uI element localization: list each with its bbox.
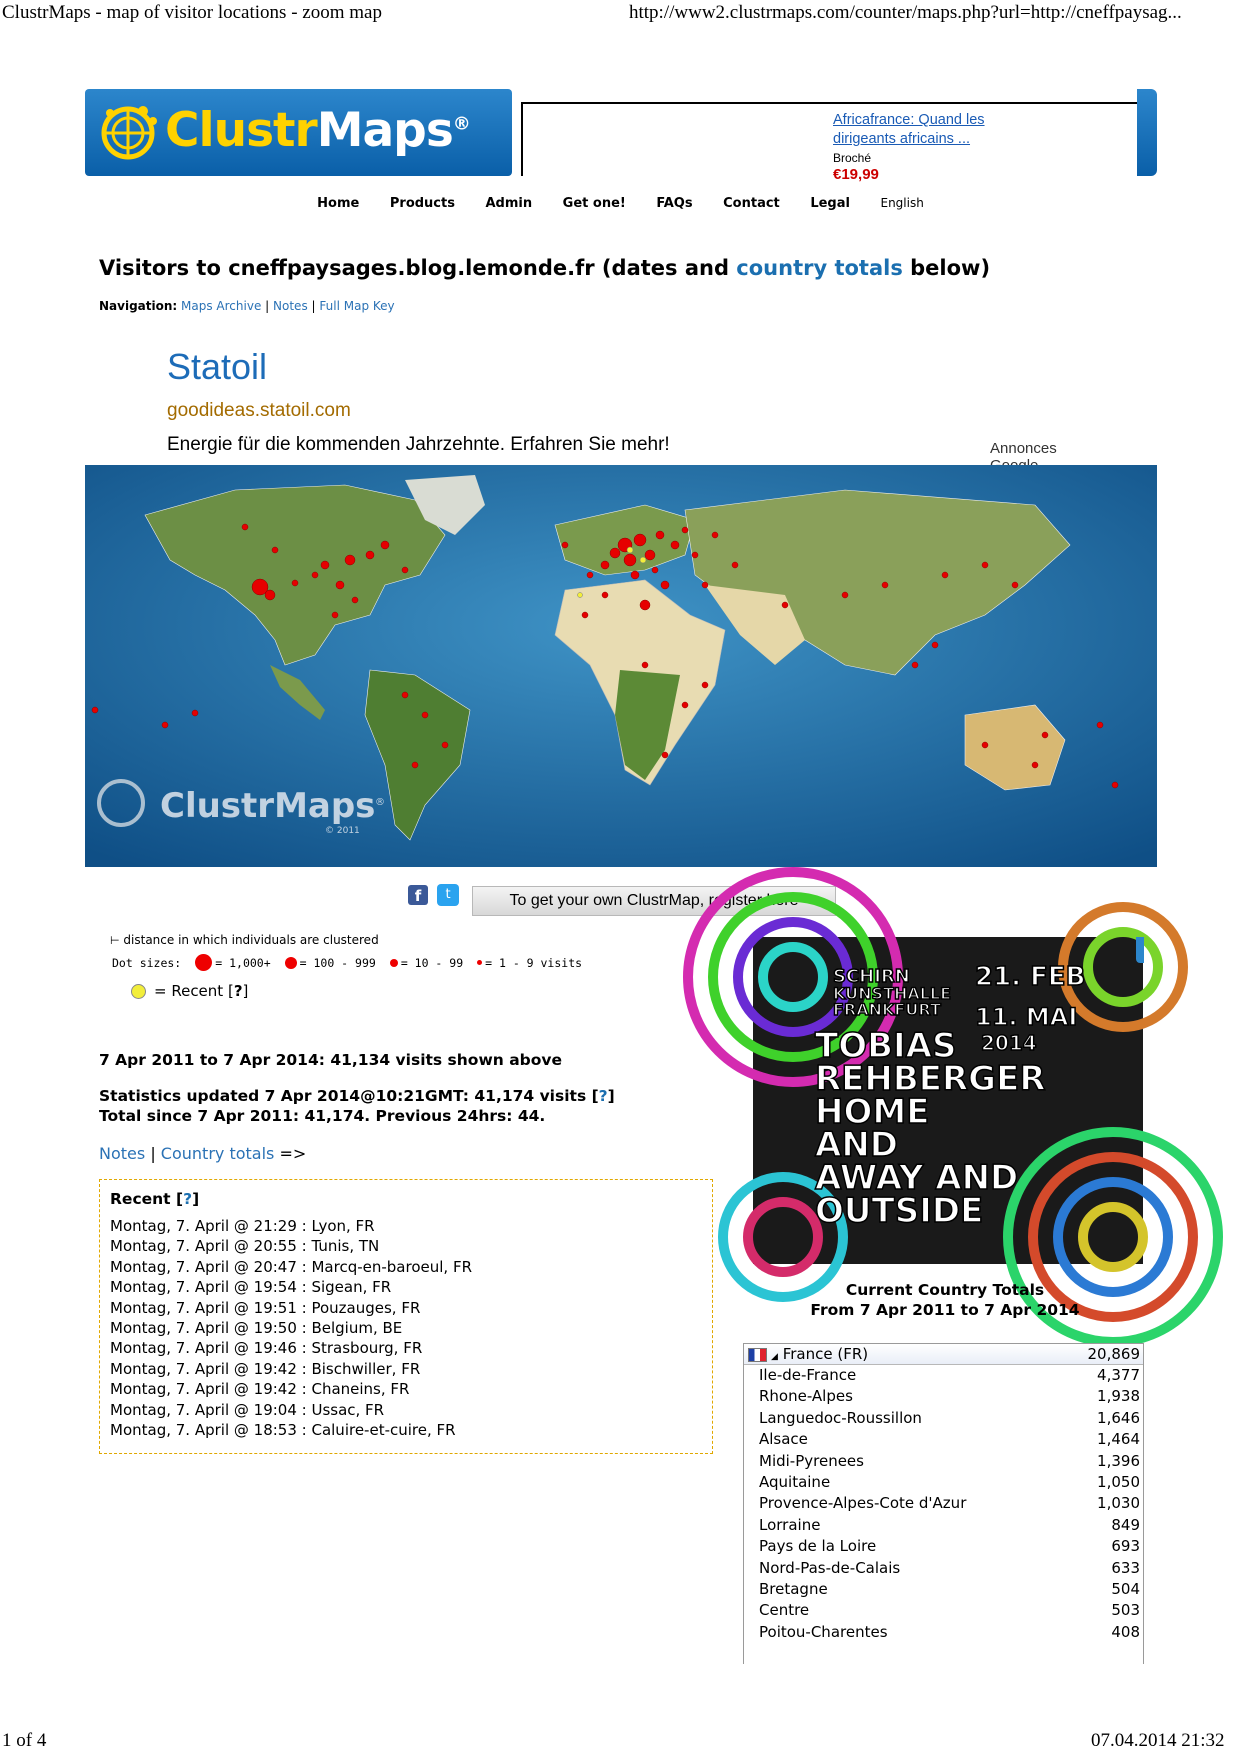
- list-item: Montag, 7. April @ 19:54 : Sigean, FR: [110, 1278, 392, 1297]
- stats-updated: Statistics updated 7 Apr 2014@10:21GMT: 41,174 visits [?]: [99, 1087, 615, 1105]
- list-item: Montag, 7. April @ 19:50 : Belgium, BE: [110, 1319, 403, 1338]
- stats-help-link[interactable]: ?: [598, 1087, 608, 1105]
- print-page-number: 1 of 4: [2, 1730, 47, 1751]
- world-map-svg: [85, 465, 1157, 867]
- top-ad-link[interactable]: Africafrance: Quand les: [833, 112, 985, 128]
- nav-get-one[interactable]: Get one!: [562, 196, 626, 211]
- country-row-france[interactable]: [744, 1344, 1143, 1365]
- cluster-distance-icon: ⊢: [110, 934, 120, 947]
- visits-range-summary: 7 Apr 2011 to 7 Apr 2014: 41,134 visits shown above: [99, 1051, 563, 1069]
- top-ad-edge: [1137, 89, 1157, 176]
- table-row: Pays de la Loire 693: [759, 1537, 1140, 1556]
- svg-text:®: ®: [375, 797, 385, 808]
- legend-cluster-distance: ⊢ distance in which individuals are clustered: [110, 933, 379, 947]
- twitter-icon[interactable]: t: [437, 884, 459, 906]
- table-row: Alsace 1,464: [759, 1430, 1140, 1449]
- legend-dot-sizes: Dot sizes: = 1,000+ = 100 - 999 = 10 - 99 = 1 - 9 visits: [112, 955, 583, 970]
- statoil-ad-url[interactable]: goodideas.statoil.com: [167, 400, 351, 421]
- dot-small-icon: [390, 959, 398, 967]
- dot-medium-icon: [285, 957, 297, 969]
- maps-archive-link[interactable]: Maps Archive: [181, 299, 262, 313]
- list-item: Montag, 7. April @ 20:55 : Tunis, TN: [110, 1237, 380, 1256]
- list-item: Montag, 7. April @ 19:04 : Ussac, FR: [110, 1400, 385, 1419]
- clustrmaps-logo-banner[interactable]: [85, 89, 512, 176]
- print-datetime: 07.04.2014 21:32: [1091, 1730, 1225, 1751]
- table-row: Centre 503: [759, 1601, 1140, 1620]
- france-flag-icon: [748, 1348, 767, 1362]
- table-row: Languedoc-Roussillon 1,646: [759, 1408, 1140, 1427]
- language-selector[interactable]: English: [880, 196, 924, 210]
- visitor-world-map[interactable]: [85, 465, 1157, 867]
- dot-tiny-icon: [477, 960, 482, 965]
- main-nav: [0, 196, 1241, 211]
- top-ad-price: €19,99: [833, 166, 879, 183]
- ad-line-1: TOBIAS: [815, 1026, 957, 1066]
- nav-home[interactable]: Home: [317, 196, 360, 211]
- ad-choices-icon[interactable]: [1136, 937, 1144, 963]
- legend-recent: = Recent [ ? ]: [131, 982, 248, 1000]
- ad-year: 2014: [981, 1031, 1037, 1055]
- register-button[interactable]: To get your own ClustrMap, register here: [472, 886, 836, 916]
- notes-link[interactable]: Notes: [99, 1144, 146, 1163]
- nav-legal[interactable]: Legal: [810, 196, 850, 211]
- table-row: Rhone-Alpes 1,938: [759, 1387, 1140, 1406]
- list-item: Montag, 7. April @ 21:29 : Lyon, FR: [110, 1217, 375, 1235]
- print-title: ClustrMaps - map of visitor locations - zoom map: [2, 2, 382, 23]
- print-url: http://www2.clustrmaps.com/counter/maps.php?url=http://cneffpaysag...: [629, 2, 1182, 23]
- list-item: Montag, 7. April @ 20:47 : Marcq-en-baroeul, FR: [110, 1257, 472, 1276]
- svg-text:© 2011: © 2011: [325, 826, 360, 836]
- breadcrumb: Navigation: Maps Archive | Notes | Full Map Key: [99, 299, 395, 313]
- top-ad-box[interactable]: [521, 102, 1139, 183]
- dot-large-icon: [195, 954, 212, 971]
- table-row: Nord-Pas-de-Calais 633: [759, 1558, 1140, 1577]
- list-item: Montag, 7. April @ 19:42 : Bischwiller, FR: [110, 1359, 421, 1378]
- ad-date-start: 21. FEB: [975, 962, 1086, 992]
- list-item: Montag, 7. April @ 19:42 : Chaneins, FR: [110, 1380, 410, 1399]
- country-totals-heading-link[interactable]: country totals: [736, 256, 903, 280]
- country-total: 20,869: [1087, 1345, 1140, 1363]
- ad-line-5: AWAY AND: [815, 1158, 1019, 1198]
- table-row: Aquitaine 1,050: [759, 1473, 1140, 1492]
- ad-venue-3: FRANKFURT: [833, 1000, 941, 1019]
- country-name: France (FR): [782, 1345, 869, 1363]
- exhibition-ad-artwork: [753, 937, 1143, 1264]
- statoil-ad-text: Energie für die kommenden Jahrzehnte. Erfahren Sie mehr!: [167, 434, 670, 455]
- list-item: Montag, 7. April @ 19:51 : Pouzauges, FR: [110, 1298, 421, 1317]
- logo-wordmark: ClustrMaps®: [165, 103, 470, 158]
- table-row: Bretagne 504: [759, 1580, 1140, 1599]
- recent-help-link[interactable]: ?: [233, 982, 243, 1000]
- facebook-icon[interactable]: f: [408, 885, 428, 905]
- table-row: Poitou-Charentes 408: [759, 1622, 1140, 1641]
- stats-total: Total since 7 Apr 2011: 41,174. Previous 24hrs: 44.: [99, 1107, 546, 1125]
- expand-triangle-icon[interactable]: ◢: [771, 1352, 778, 1362]
- table-row: Lorraine 849: [759, 1515, 1140, 1534]
- recent-title: Recent [?]: [110, 1190, 200, 1208]
- globe-logo-icon: [98, 99, 162, 163]
- country-totals-table: [743, 1343, 1144, 1664]
- ad-line-4: AND: [815, 1125, 898, 1165]
- recent-box-help-link[interactable]: ?: [183, 1190, 193, 1208]
- table-row: Ile-de-France 4,377: [759, 1366, 1140, 1384]
- ad-line-2: REHBERGER: [815, 1059, 1046, 1099]
- list-item: Montag, 7. April @ 18:53 : Caluire-et-cuire, FR: [110, 1421, 456, 1440]
- table-row: Midi-Pyrenees 1,396: [759, 1451, 1140, 1470]
- ad-date-end: 11. MAI: [975, 1003, 1078, 1031]
- full-map-key-link[interactable]: Full Map Key: [319, 299, 395, 313]
- recent-dot-icon: [131, 984, 146, 999]
- ad-venue-2: KUNSTHALLE: [833, 984, 952, 1003]
- nav-contact[interactable]: Contact: [723, 196, 780, 211]
- table-row: Provence-Alpes-Cote d'Azur 1,030: [759, 1494, 1140, 1513]
- exhibition-ad-banner[interactable]: [753, 937, 1143, 1264]
- recent-visitors-panel: [99, 1179, 713, 1454]
- ad-line-3: HOME: [815, 1092, 930, 1132]
- ad-venue-1: SCHIRN: [833, 966, 910, 987]
- list-item: Montag, 7. April @ 19:46 : Strasbourg, FR: [110, 1339, 423, 1358]
- statoil-ad-title[interactable]: Statoil: [167, 346, 268, 387]
- nav-admin[interactable]: Admin: [485, 196, 533, 211]
- notes-links: Notes | Country totals =>: [99, 1144, 307, 1163]
- notes-nav-link[interactable]: Notes: [273, 299, 308, 313]
- country-totals-link[interactable]: Country totals: [160, 1144, 275, 1163]
- nav-faqs[interactable]: FAQs: [656, 196, 693, 211]
- top-ad-format: Broché: [833, 151, 872, 165]
- top-ad-link-continued[interactable]: dirigeants africains ...: [833, 131, 971, 147]
- page-title: Visitors to cneffpaysages.blog.lemonde.fr (dates and country totals below): [99, 256, 991, 280]
- ad-line-6: OUTSIDE: [815, 1191, 984, 1231]
- nav-products[interactable]: Products: [389, 196, 455, 211]
- country-totals-heading: Current Country Totals From 7 Apr 2011 to 7 Apr 2014: [810, 1281, 1080, 1319]
- adsense-label[interactable]: Annonces: [990, 440, 1057, 457]
- map-watermark: ClustrMaps: [160, 786, 376, 826]
